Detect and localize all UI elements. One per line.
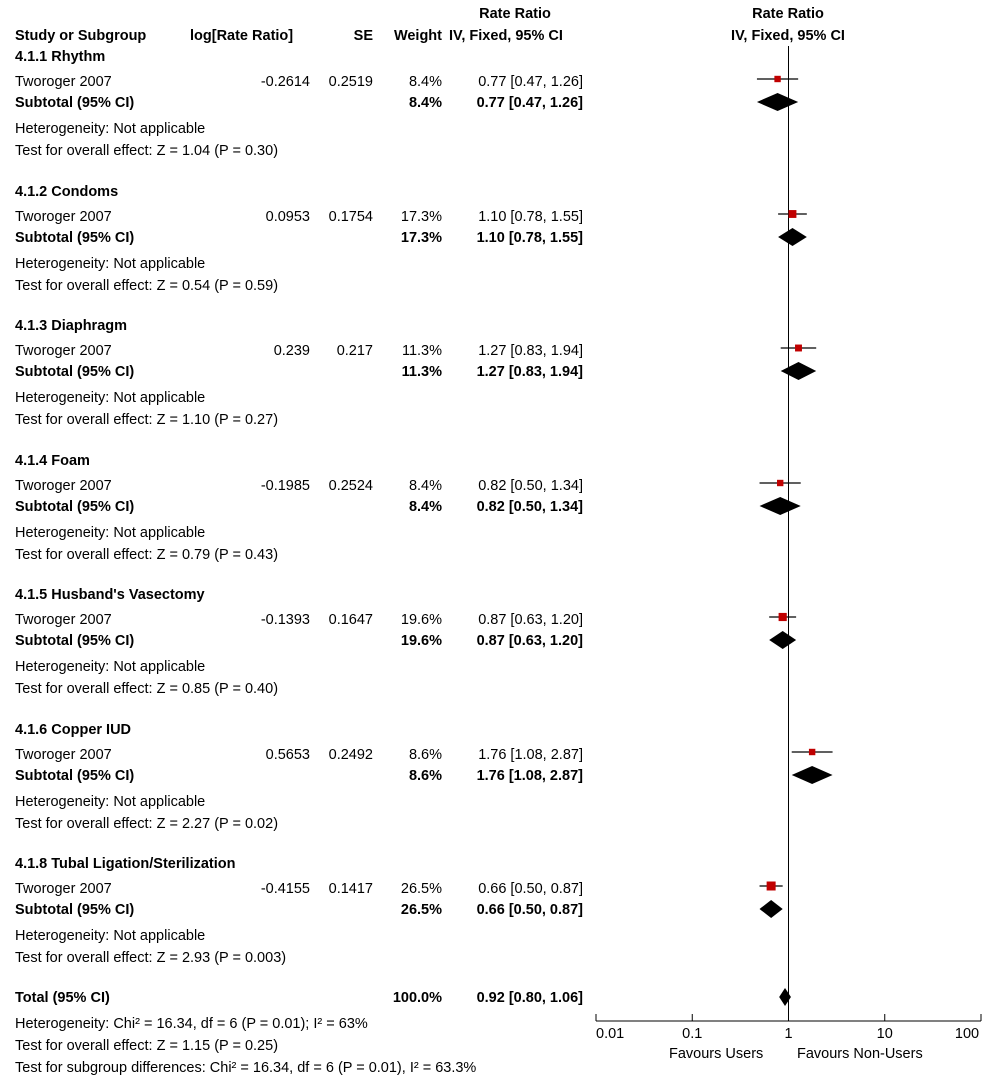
- study-name: Tworoger 2007: [15, 74, 112, 90]
- overall-effect-text: Test for overall effect: Z = 0.54 (P = 0.59): [15, 278, 279, 294]
- log-rate-ratio-column-header: log[Rate Ratio]: [190, 28, 294, 44]
- subtotal-weight: 17.3%: [400, 230, 442, 246]
- study-name: Tworoger 2007: [15, 881, 112, 897]
- study-se: 0.1417: [328, 881, 373, 897]
- subtotal-label: Subtotal (95% CI): [15, 499, 135, 515]
- total-overall-effect: Test for overall effect: Z = 1.15 (P = 0.25): [15, 1038, 279, 1054]
- rate-ratio-header: Rate Ratio: [479, 6, 551, 22]
- study-weight: 8.6%: [408, 747, 442, 763]
- subtotal-diamond: [781, 362, 816, 380]
- heterogeneity-text: Heterogeneity: Not applicable: [15, 794, 206, 810]
- study-se: 0.1754: [328, 209, 373, 225]
- total-heterogeneity: Heterogeneity: Chi² = 16.34, df = 6 (P = 0.01); I² = 63%: [15, 1016, 368, 1032]
- subtotal-label: Subtotal (95% CI): [15, 633, 135, 649]
- plot-rate-ratio-header: Rate Ratio: [752, 6, 824, 22]
- study-se: 0.2492: [328, 747, 373, 763]
- favours-non-users-label: Favours Non-Users: [797, 1046, 923, 1062]
- study-log-rate-ratio: -0.1985: [260, 478, 310, 494]
- subtotal-weight: 8.6%: [408, 768, 442, 784]
- total-label: Total (95% CI): [15, 990, 110, 1006]
- study-weight: 19.6%: [400, 612, 442, 628]
- study-ci: 1.76 [1.08, 2.87]: [478, 747, 583, 763]
- study-ci: 0.82 [0.50, 1.34]: [478, 478, 583, 494]
- subgroup-title: 4.1.1 Rhythm: [15, 49, 106, 65]
- plot-method-column-header: IV, Fixed, 95% CI: [731, 28, 845, 44]
- subtotal-weight: 11.3%: [401, 364, 442, 380]
- subtotal-ci: 0.82 [0.50, 1.34]: [476, 499, 583, 515]
- study-point-square: [789, 210, 797, 218]
- study-point-square: [809, 749, 815, 755]
- study-log-rate-ratio: 0.239: [273, 343, 310, 359]
- study-weight: 8.4%: [408, 74, 442, 90]
- x-tick-label: 0.1: [682, 1026, 703, 1042]
- study-weight: 11.3%: [401, 343, 442, 359]
- study-log-rate-ratio: 0.5653: [265, 747, 310, 763]
- study-name: Tworoger 2007: [15, 747, 112, 763]
- overall-effect-text: Test for overall effect: Z = 1.10 (P = 0.27): [15, 412, 279, 428]
- study-log-rate-ratio: 0.0953: [265, 209, 310, 225]
- study-se: 0.2519: [328, 74, 373, 90]
- subtotal-label: Subtotal (95% CI): [15, 768, 135, 784]
- study-log-rate-ratio: -0.2614: [260, 74, 310, 90]
- study-log-rate-ratio: -0.1393: [260, 612, 310, 628]
- x-tick-label: 0.01: [596, 1026, 625, 1042]
- subtotal-weight: 26.5%: [400, 902, 442, 918]
- subtotal-ci: 1.10 [0.78, 1.55]: [476, 230, 583, 246]
- study-se: 0.1647: [328, 612, 373, 628]
- study-name: Tworoger 2007: [15, 478, 112, 494]
- se-column-header: SE: [353, 28, 373, 44]
- subtotal-ci: 0.77 [0.47, 1.26]: [476, 95, 583, 111]
- subgroup-title: 4.1.2 Condoms: [15, 184, 119, 200]
- overall-effect-text: Test for overall effect: Z = 0.85 (P = 0.40): [15, 681, 279, 697]
- subtotal-label: Subtotal (95% CI): [15, 230, 135, 246]
- subtotal-ci: 0.87 [0.63, 1.20]: [476, 633, 583, 649]
- x-tick-label: 1: [784, 1026, 793, 1042]
- subgroup-title: 4.1.6 Copper IUD: [15, 722, 132, 738]
- total-weight: 100.0%: [392, 990, 442, 1006]
- subtotal-label: Subtotal (95% CI): [15, 902, 135, 918]
- study-ci: 1.10 [0.78, 1.55]: [478, 209, 583, 225]
- subgroup-title: 4.1.4 Foam: [15, 453, 90, 469]
- weight-column-header: Weight: [393, 28, 442, 44]
- subgroup-title: 4.1.3 Diaphragm: [15, 318, 128, 334]
- study-point-square: [779, 613, 787, 621]
- subtotal-diamond: [769, 631, 796, 649]
- overall-effect-text: Test for overall effect: Z = 1.04 (P = 0.30): [15, 143, 279, 159]
- study-se: 0.217: [336, 343, 373, 359]
- study-ci: 0.66 [0.50, 0.87]: [478, 881, 583, 897]
- subtotal-diamond: [760, 497, 801, 515]
- heterogeneity-text: Heterogeneity: Not applicable: [15, 525, 206, 541]
- total-diamond: [779, 988, 791, 1006]
- study-weight: 17.3%: [400, 209, 442, 225]
- study-log-rate-ratio: -0.4155: [260, 881, 310, 897]
- study-point-square: [767, 882, 776, 891]
- study-name: Tworoger 2007: [15, 209, 112, 225]
- subtotal-label: Subtotal (95% CI): [15, 95, 135, 111]
- subtotal-diamond: [778, 228, 807, 246]
- subtotal-ci: 1.76 [1.08, 2.87]: [476, 768, 583, 784]
- heterogeneity-text: Heterogeneity: Not applicable: [15, 121, 206, 137]
- study-column-header: Study or Subgroup: [15, 28, 147, 44]
- study-name: Tworoger 2007: [15, 612, 112, 628]
- heterogeneity-text: Heterogeneity: Not applicable: [15, 256, 206, 272]
- subgroup-differences: Test for subgroup differences: Chi² = 16.34, df = 6 (P = 0.01), I² = 63.3%: [15, 1060, 477, 1076]
- x-tick-label: 10: [876, 1026, 893, 1042]
- subtotal-ci: 0.66 [0.50, 0.87]: [476, 902, 583, 918]
- method-column-header: IV, Fixed, 95% CI: [449, 28, 563, 44]
- study-ci: 0.87 [0.63, 1.20]: [478, 612, 583, 628]
- study-ci: 0.77 [0.47, 1.26]: [478, 74, 583, 90]
- overall-effect-text: Test for overall effect: Z = 0.79 (P = 0.43): [15, 547, 279, 563]
- study-se: 0.2524: [328, 478, 373, 494]
- heterogeneity-text: Heterogeneity: Not applicable: [15, 659, 206, 675]
- total-ci: 0.92 [0.80, 1.06]: [476, 990, 583, 1006]
- study-weight: 26.5%: [400, 881, 442, 897]
- overall-effect-text: Test for overall effect: Z = 2.27 (P = 0.02): [15, 816, 279, 832]
- subtotal-weight: 8.4%: [408, 95, 442, 111]
- subtotal-diamond: [792, 766, 833, 784]
- subgroup-title: 4.1.5 Husband's Vasectomy: [15, 587, 205, 603]
- study-ci: 1.27 [0.83, 1.94]: [478, 343, 583, 359]
- x-tick-label: 100: [954, 1026, 980, 1042]
- overall-effect-text: Test for overall effect: Z = 2.93 (P = 0.003): [15, 950, 287, 966]
- subtotal-weight: 19.6%: [400, 633, 442, 649]
- subtotal-ci: 1.27 [0.83, 1.94]: [476, 364, 583, 380]
- subtotal-diamond: [760, 900, 783, 918]
- study-point-square: [777, 480, 783, 486]
- subgroup-title: 4.1.8 Tubal Ligation/Sterilization: [15, 856, 236, 872]
- heterogeneity-text: Heterogeneity: Not applicable: [15, 928, 206, 944]
- study-weight: 8.4%: [408, 478, 442, 494]
- subtotal-weight: 8.4%: [408, 499, 442, 515]
- study-point-square: [795, 345, 802, 352]
- study-point-square: [774, 76, 780, 82]
- subtotal-diamond: [757, 93, 798, 111]
- favours-users-label: Favours Users: [669, 1046, 764, 1062]
- heterogeneity-text: Heterogeneity: Not applicable: [15, 390, 206, 406]
- study-name: Tworoger 2007: [15, 343, 112, 359]
- subtotal-label: Subtotal (95% CI): [15, 364, 135, 380]
